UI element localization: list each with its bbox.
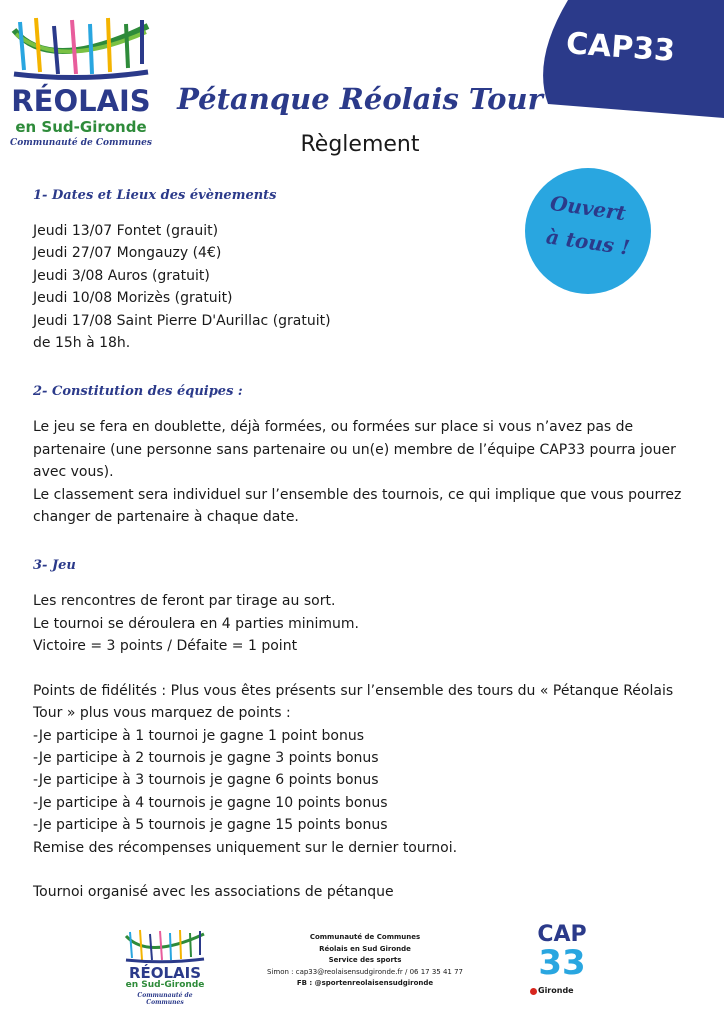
bonus-line: -Je participe à 3 tournois je gagne 6 points bonus: [33, 772, 379, 789]
footer-logo-sub: en Sud-Gironde: [125, 980, 205, 990]
section-dates: [33, 188, 703, 354]
footer-org-line: Réolais en Sud Gironde: [319, 944, 411, 953]
date-line: Jeudi 10/08 Morizès (gratuit): [33, 290, 233, 307]
fidelity-points: [33, 680, 703, 904]
logo-sub: en Sud-Gironde: [15, 118, 147, 136]
bonus-line: -Je participe à 5 tournois je gagne 15 points bonus: [33, 817, 388, 834]
logo-arches-icon: [10, 12, 152, 84]
badge-line-2: à tous !: [544, 224, 632, 260]
section-game: [33, 558, 703, 657]
footer-contact-info: [230, 932, 500, 990]
badge-line-1: Ouvert: [548, 190, 628, 226]
text-line: Victoire = 3 points / Défaite = 1 point: [33, 638, 298, 655]
footer-org-line: Communauté de Communes: [309, 933, 421, 941]
page-title: Pétanque Réolais Tour: [177, 82, 543, 116]
text-line: Le classement sera individuel sur l’ensemble des tournois, ce qui implique que vous pourrez: [33, 486, 682, 503]
cap33-footer-logo: [530, 924, 594, 1006]
section-title: 1- Dates et Lieux des évènements: [33, 188, 277, 203]
footer-contact-line: Simon : cap33@reolaisensudgironde.fr / 06 17 35 41 77: [266, 967, 464, 976]
page-subtitle: Règlement: [300, 132, 420, 157]
hours-line: de 15h à 18h.: [33, 335, 131, 352]
text-line: Le tournoi se déroulera en 4 parties minimum.: [33, 615, 360, 632]
section-title: 3- Jeu: [33, 558, 76, 574]
footer-service-line: Service des sports: [328, 956, 402, 964]
text-line: changer de partenaire à chaque date.: [33, 509, 299, 526]
text-line: Tour » plus vous marquez de points :: [33, 705, 291, 722]
bonus-line: -Je participe à 4 tournois je gagne 10 points bonus: [33, 794, 388, 811]
closing-line: Tournoi organisé avec les associations de pétanque: [33, 883, 394, 900]
gironde-icon: [530, 988, 537, 995]
logo-name: RÉOLAIS: [11, 84, 151, 118]
bonus-line: -Je participe à 2 tournois je gagne 3 points bonus: [33, 749, 379, 766]
text-line: Points de fidélités : Plus vous êtes présents sur l’ensemble des tours du « Pétanque Réolais: [33, 682, 674, 699]
text-line: Le jeu se fera en doublette, déjà formées, ou formées sur place si vous n’avez pas de: [33, 419, 634, 436]
rules-content: [33, 188, 703, 903]
section-teams: [33, 384, 703, 528]
footer-logo-tagline: Communauté de Communes: [137, 992, 193, 1006]
gironde-label: Gironde: [538, 986, 574, 995]
section-title: 2- Constitution des équipes :: [33, 384, 243, 400]
reolais-logo: [10, 12, 152, 152]
footer-facebook-line: FB : @sportenreolaisensudgironde: [296, 979, 434, 987]
cap-footer-number: 33: [538, 943, 586, 983]
logo-tagline: Communauté de Communes: [10, 138, 152, 148]
cap-footer-label: CAP: [537, 922, 587, 947]
text-line: partenaire (une personne sans partenaire ou un(e) membre de l’équipe CAP33 pourra jouer: [33, 441, 676, 458]
text-line: Remise des récompenses uniquement sur le dernier tournoi.: [33, 839, 458, 856]
footer-logo-arches-icon: [124, 928, 206, 964]
text-line: Les rencontres de feront par tirage au sort.: [33, 593, 336, 610]
text-line: avec vous).: [33, 464, 114, 481]
date-line: Jeudi 3/08 Auros (gratuit): [33, 267, 210, 284]
cap33-corner-label: CAP33: [564, 26, 677, 69]
footer-reolais-logo: [124, 928, 206, 1004]
date-line: Jeudi 13/07 Fontet (grauit): [33, 223, 219, 239]
footer-logo-name: RÉOLAIS: [128, 964, 202, 982]
date-line: Jeudi 17/08 Saint Pierre D'Aurillac (gratuit): [33, 312, 331, 329]
bonus-line: -Je participe à 1 tournoi je gagne 1 point bonus: [33, 727, 365, 744]
date-line: Jeudi 27/07 Mongauzy (4€): [33, 245, 222, 262]
